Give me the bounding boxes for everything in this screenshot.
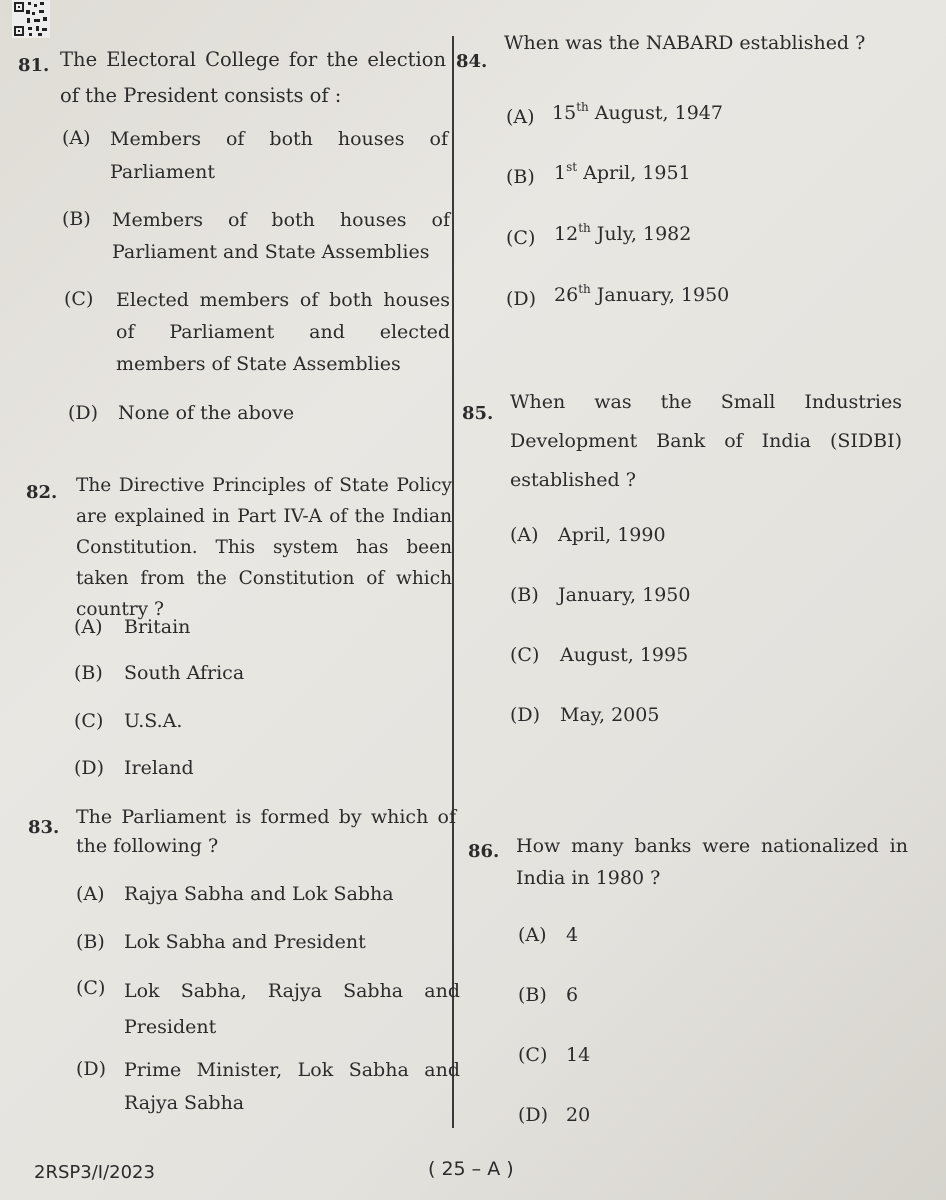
page-number: ( 25 – A ) [428, 1158, 514, 1180]
option-text [554, 219, 904, 250]
option-label: (B) [510, 584, 539, 606]
question-number: 81. [18, 55, 50, 76]
option-text: May, 2005 [560, 704, 660, 726]
question-number: 82. [26, 482, 58, 503]
option-label: (D) [510, 704, 541, 726]
option-text: August, 1995 [560, 644, 689, 666]
option-text: Elected members of both houses of Parliament and elected members of State Assemblies [116, 289, 450, 375]
option-text: Ireland [124, 757, 194, 779]
question-text: How many banks were nationalized in India in 1980 ? [516, 835, 908, 889]
question-number: 84. [456, 51, 488, 72]
option-text [552, 98, 902, 129]
option-label: (B) [76, 931, 105, 953]
option-text: Lok Sabha and President [124, 931, 366, 953]
option-text: 20 [566, 1104, 591, 1126]
option-label: (B) [506, 166, 535, 188]
option-label: (C) [506, 227, 536, 249]
option-label: (A) [76, 883, 105, 905]
question-number: 86. [468, 841, 500, 862]
option-label: (D) [74, 757, 105, 779]
option-text: South Africa [124, 662, 245, 684]
option-label: (A) [518, 924, 547, 946]
option-text: Britain [124, 616, 191, 638]
paper-code: 2RSP3/I/2023 [34, 1162, 155, 1183]
option-label: (A) [62, 127, 91, 149]
question-text: When was the NABARD established ? [504, 32, 866, 54]
option-text: January, 1950 [558, 584, 691, 606]
date-day: 15 [552, 102, 577, 124]
option-label: (D) [76, 1058, 107, 1080]
option-label: (C) [74, 710, 104, 732]
option-label: (C) [510, 644, 540, 666]
date-rest: July, 1982 [590, 223, 692, 245]
date-rest: August, 1947 [588, 102, 723, 124]
option-text: Rajya Sabha and Lok Sabha [124, 883, 394, 905]
option-text: Lok Sabha, Rajya Sabha and President [124, 980, 460, 1038]
option-text: 6 [566, 984, 579, 1006]
option-text: 4 [566, 924, 579, 946]
date-rest: January, 1950 [590, 284, 730, 306]
date-day: 26 [554, 284, 579, 306]
date-suffix: th [578, 221, 591, 235]
date-day: 12 [554, 223, 579, 245]
qr-code-icon [12, 0, 50, 38]
option-text: Prime Minister, Lok Sabha and Rajya Sabha [124, 1059, 460, 1114]
question-number: 85. [462, 403, 494, 424]
option-text: Members of both houses of Parliament and State Assemblies [112, 209, 450, 263]
option-label: (A) [74, 616, 103, 638]
date-suffix: th [576, 100, 589, 114]
question-text: The Parliament is formed by which of the following ? [76, 806, 456, 857]
date-day: 1 [554, 162, 567, 184]
option-label: (D) [518, 1104, 549, 1126]
option-text: 14 [566, 1044, 591, 1066]
date-rest: April, 1951 [577, 162, 691, 184]
option-label: (B) [62, 208, 91, 230]
date-suffix: st [566, 160, 578, 174]
option-text: None of the above [118, 402, 295, 424]
option-label: (B) [74, 662, 103, 684]
option-label: (D) [68, 402, 99, 424]
column-divider [452, 36, 454, 1128]
question-text: The Electoral College for the election of the President consists of : [60, 48, 446, 107]
question-text: The Directive Principles of State Policy are explained in Part IV-A of the Indian Constitution. This system has been taken from the Constitution of which country ? [76, 475, 452, 620]
option-text [554, 280, 904, 311]
option-label: (C) [64, 288, 94, 310]
option-label: (B) [518, 984, 547, 1006]
question-number: 83. [28, 817, 60, 838]
option-label: (C) [76, 977, 106, 999]
date-suffix: th [578, 282, 591, 296]
option-label: (C) [518, 1044, 548, 1066]
option-text: Members of both houses of Parliament [110, 128, 448, 183]
option-text [554, 158, 904, 189]
option-label: (A) [510, 524, 539, 546]
option-text: U.S.A. [124, 710, 183, 732]
option-text: April, 1990 [558, 524, 666, 546]
option-label: (A) [506, 106, 535, 128]
question-text: When was the Small Industries Development Bank of India (SIDBI) established ? [510, 391, 902, 491]
option-label: (D) [506, 288, 537, 310]
